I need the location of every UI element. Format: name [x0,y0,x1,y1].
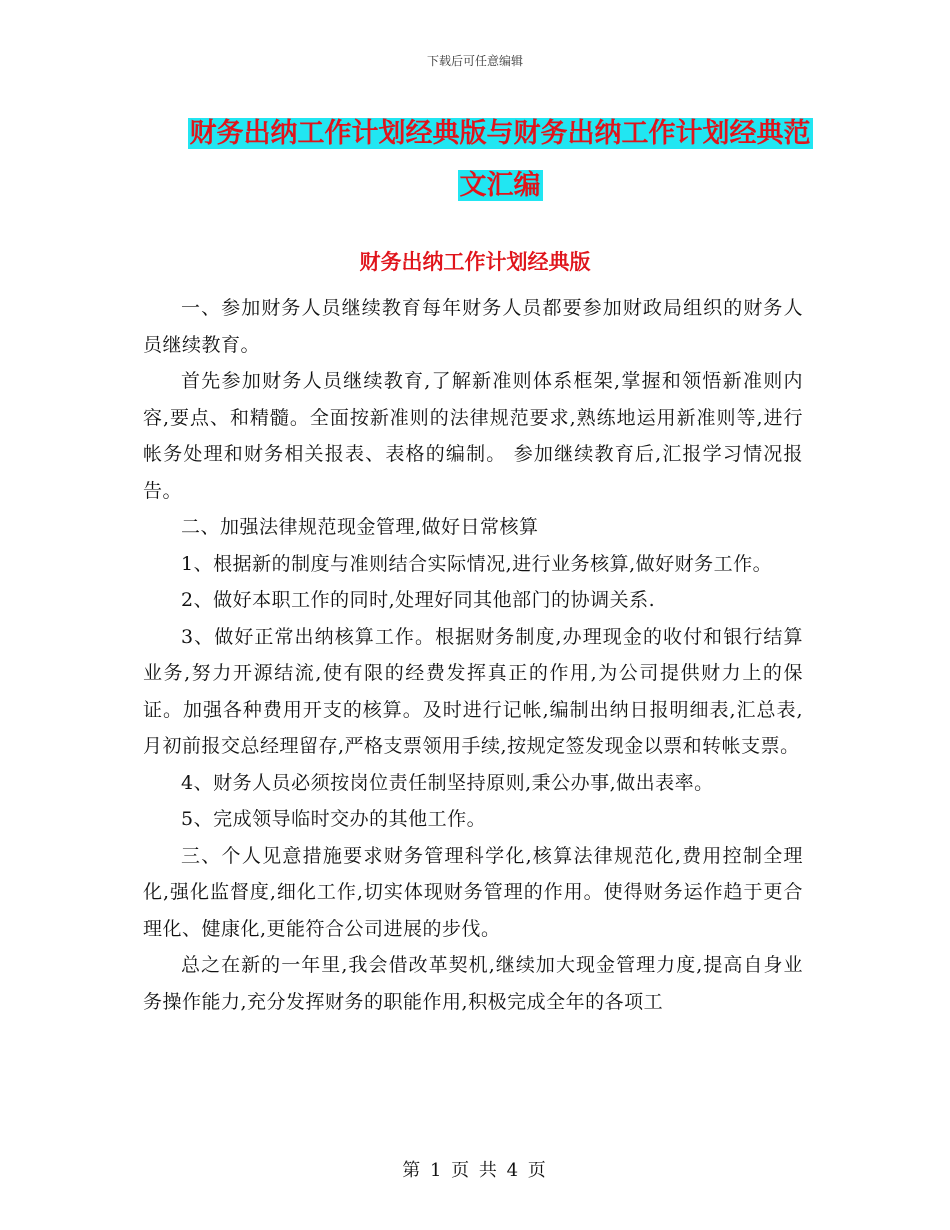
section-title: 财务出纳工作计划经典版 [359,250,591,274]
paragraph: 1、根据新的制度与准则结合实际情况,进行业务核算,做好财务工作。 [181,552,773,575]
page-footer: 第 1 页 共 4 页 [402,1160,548,1181]
paragraph: 总之在新的一年里,我会借改革契机,继续加大现金管理力度,提高自身业务操作能力,充分发挥财务的职能作用,积极完成全年的各项工 [143,954,803,1013]
paragraph: 5、完成领导临时交办的其他工作。 [181,808,487,830]
paragraph: 4、财务人员必须按岗位责任制坚持原则,秉公办事,做出表率。 [181,771,714,794]
document-title-line-1: 财务出纳工作计划经典版与财务出纳工作计划经典范 [189,118,811,149]
paragraph: 2、做好本职工作的同时,处理好同其他部门的协调关系. [181,589,656,611]
document-title-line-2: 文汇编 [459,170,541,201]
paragraph: 3、做好正常出纳核算工作。根据财务制度,办理现金的收付和银行结算业务,努力开源结流,使有限的经费发挥真正的作用,为公司提供财力上的保证。加强各种费用开支的核算。及时进行记帐,编制出纳日报明细表,汇总表,月初前报交总经理留存,严格支票领用手续,按规定签发现金以票和转帐支票。 [143,625,803,757]
document-body [143,290,803,1020]
paragraph: 首先参加财务人员继续教育,了解新准则体系框架,掌握和领悟新准则内容,要点、和精髓。全面按新准则的法律规范要求,熟练地运用新准则等,进行帐务处理和财务相关报表、表格的编制。 参加继续教育后,汇报学习情况报告。 [143,370,803,502]
paragraph: 二、加强法律规范现金管理,做好日常核算 [181,516,539,538]
paragraph: 一、参加财务人员继续教育每年财务人员都要参加财政局组织的财务人员继续教育。 [143,297,803,356]
paragraph: 三、个人见意措施要求财务管理科学化,核算法律规范化,费用控制全理化,强化监督度,细化工作,切实体现财务管理的作用。使得财务运作趋于更合理化、健康化,更能符合公司进展的步伐。 [143,844,803,940]
document-title [140,108,860,212]
header-note: 下载后可任意编辑 [426,54,523,68]
